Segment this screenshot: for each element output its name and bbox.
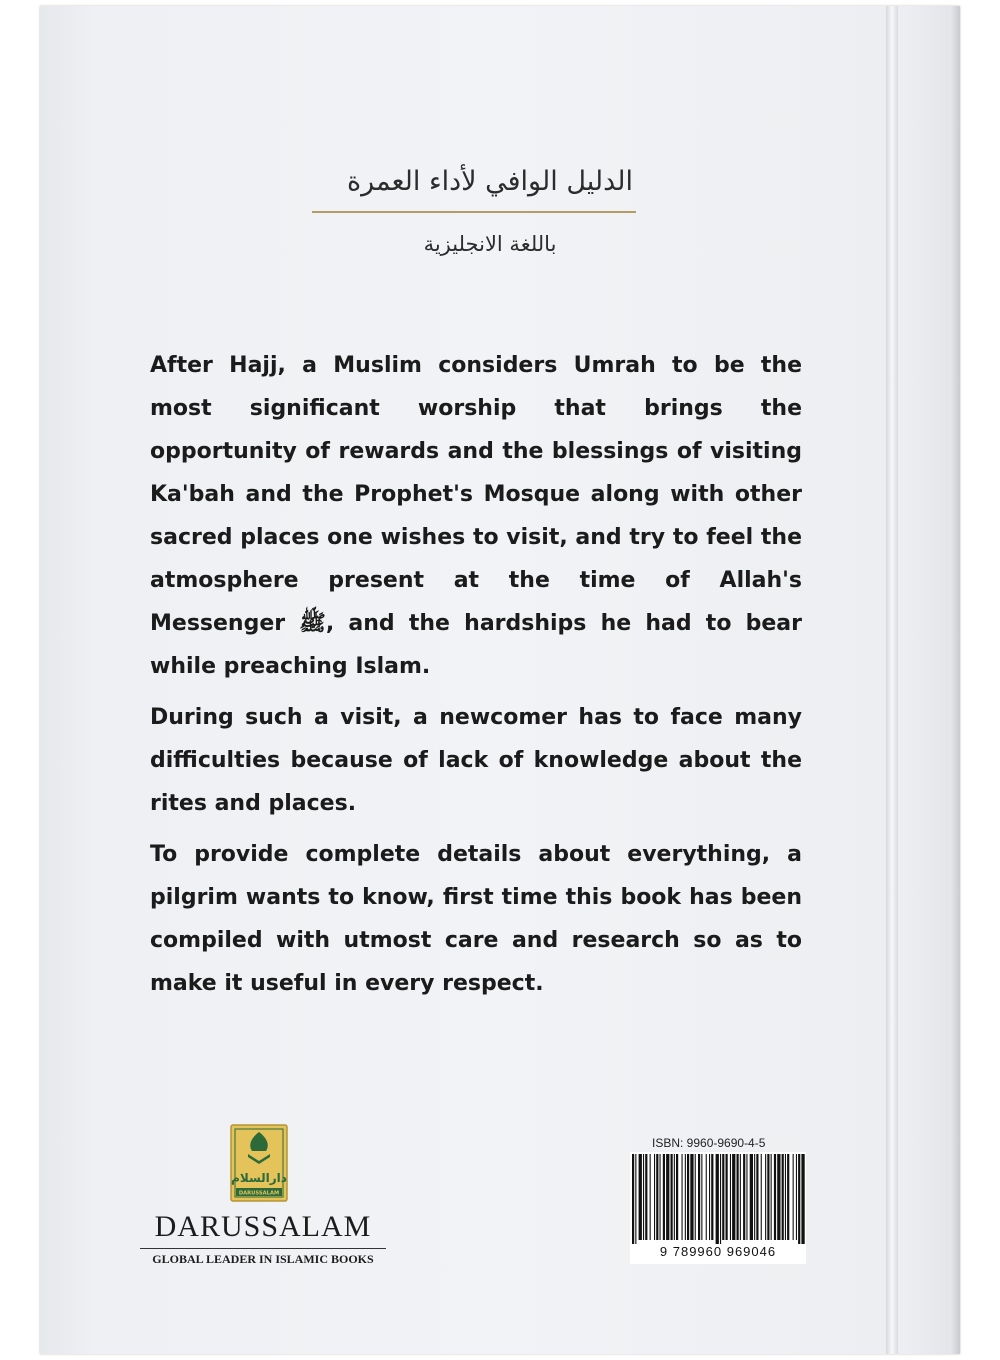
barcode-bar [754,1154,755,1240]
barcode-bar [782,1154,784,1240]
barcode-bar [765,1154,766,1240]
barcode-bar [777,1154,780,1240]
publisher-divider [140,1248,386,1249]
isbn-label: ISBN: 9960-9690-4-5 [652,1136,766,1150]
barcode-bar [671,1154,673,1240]
barcode-bar [785,1154,786,1240]
barcode-bar [635,1154,636,1244]
barcode-bar [711,1154,713,1240]
barcode-bar [639,1154,642,1240]
svg-text:دارالسلام: دارالسلام [231,1171,287,1185]
barcode-bar [743,1154,745,1240]
barcode-bar [685,1154,686,1240]
barcode-bar [660,1154,661,1240]
barcode-bar [732,1154,735,1240]
blurb-text [150,344,802,1013]
barcode-bar [761,1154,762,1240]
barcode-bar [676,1154,678,1240]
barcode-bar [701,1154,702,1240]
barcode-bar [674,1154,675,1240]
barcode-bar [698,1154,700,1240]
blurb-paragraph-1: After Hajj, a Muslim considers Umrah to be the most significant worship that brings the opportunity of rewards and the blessings of visiting Ka'bah and the Prophet's Mosque along with other sacred places one wishes to visit, and try to feel the atmosphere present at the time of Allah's Messenger ﷺ, and the hardships he had to bear while preaching Islam. [150,353,802,679]
barcode-bar [632,1154,634,1244]
barcode-bar [737,1154,739,1240]
barcode-bar [756,1154,758,1240]
barcode-digits: 9 789960 969046 [659,1244,777,1259]
barcode-bar [750,1154,753,1240]
barcode-bar [645,1154,647,1240]
arabic-subtitle: باللغة الانجليزية [423,232,557,256]
barcode-bar [793,1154,794,1240]
barcode-bar [643,1154,644,1240]
darussalam-logo-icon [230,1124,288,1202]
barcode-bar [740,1154,741,1240]
barcode-bar [663,1154,665,1240]
title-divider [312,211,636,213]
barcode-bar [716,1154,719,1244]
barcode-bar [695,1154,696,1240]
barcode-bar [654,1154,655,1240]
barcode-bar [650,1154,651,1240]
barcode-bar [666,1154,669,1240]
blurb-paragraph-3: To provide complete details about everything, a pilgrim wants to know, first time this book has been compiled with utmost care and research so as to make it useful in every respect. [150,842,802,996]
barcode-bar [709,1154,710,1240]
barcode-bar [687,1154,689,1240]
barcode-bar [798,1154,800,1244]
publisher-name: DARUSSALAM [154,1210,372,1243]
book-back-cover [40,6,960,1354]
svg-text:DARUSSALAM: DARUSSALAM [238,1190,280,1197]
blurb-paragraph-2: During such a visit, a newcomer has to face many difficulties because of lack of knowledge about the rites and places. [150,705,802,816]
publisher-tagline: GLOBAL LEADER IN ISLAMIC BOOKS [152,1252,374,1266]
barcode-bar [656,1154,658,1240]
barcode-bar [746,1154,747,1240]
barcode-bar [722,1154,724,1240]
barcode-bar [682,1154,683,1240]
barcode-bar [720,1154,721,1244]
arabic-title: الدليل الوافي لأداء العمرة [346,166,634,197]
barcode-bar [726,1154,728,1240]
spine-edge [950,6,960,1354]
barcode [630,1152,806,1264]
spine-groove [886,6,898,1354]
barcode-bar [771,1154,772,1240]
barcode-bars [630,1152,806,1244]
barcode-bar [774,1154,776,1240]
barcode-bar [767,1154,769,1240]
barcode-bar [690,1154,693,1240]
barcode-bar [796,1154,797,1240]
publisher-logo [138,1124,388,1274]
barcode-bar [730,1154,731,1240]
barcode-bar [801,1154,804,1244]
barcode-bar [787,1154,789,1240]
barcode-bar [706,1154,707,1240]
